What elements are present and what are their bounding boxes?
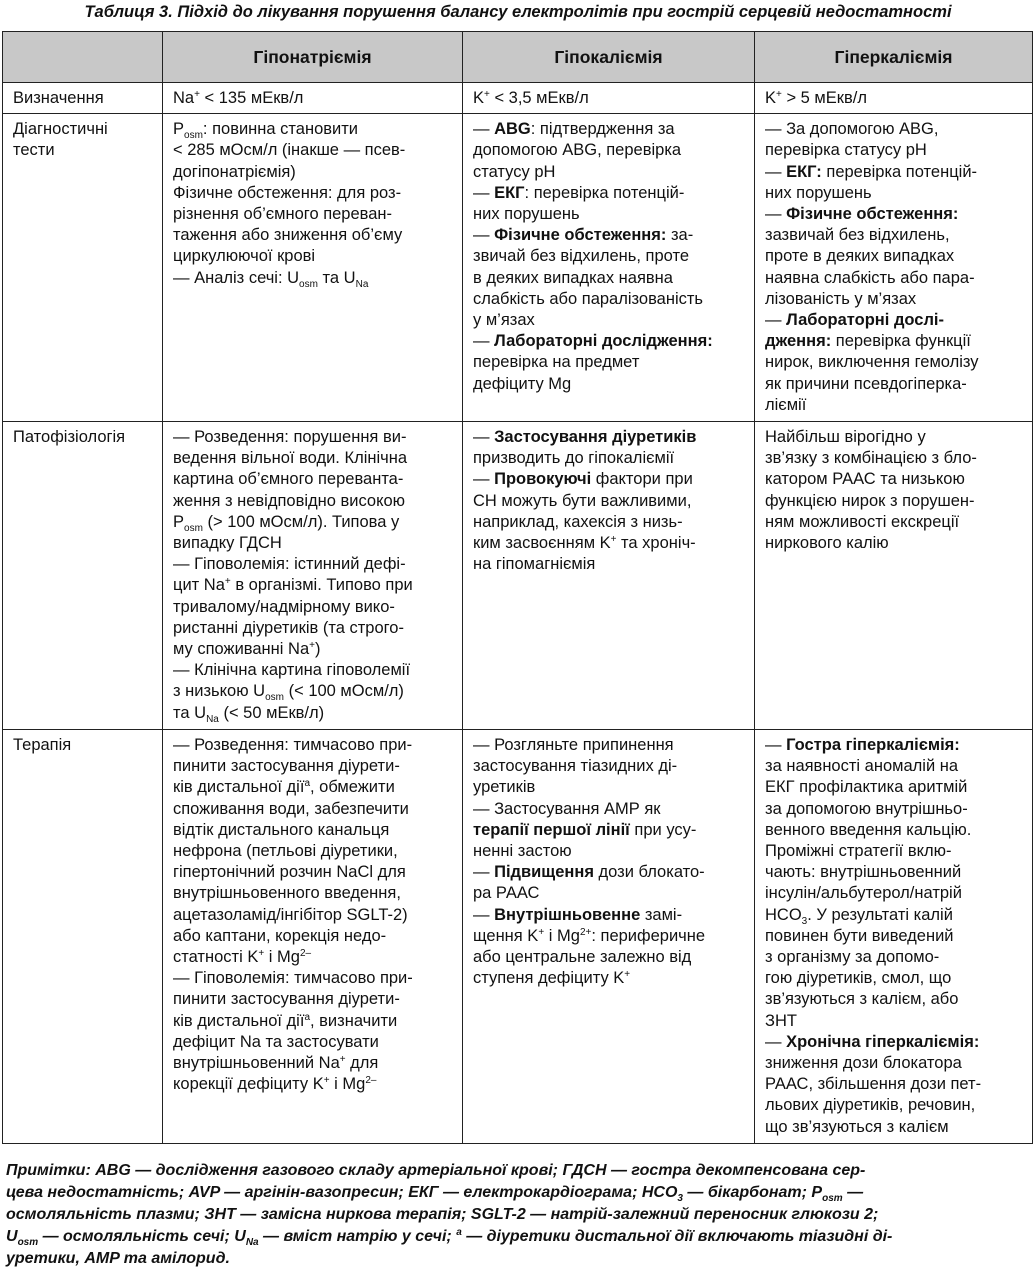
table-row-diagnostics bbox=[3, 114, 1033, 422]
header-hyponatremia: Гіпонатріємія bbox=[163, 32, 463, 83]
cell-therapy-hyperkalemia: — Гостра гіперкаліємія: за наявності аномалій на ЕКГ профілактика аритмій за допомогою внутрішньо- венного введення кальцію. Проміжні стратегії вклю- чають: внутрішньовенний інсулін/альбутерол/натрій $HCO_3$. У результаті калій повинен бути виведений з організму за допомо- гою діуретиків, смол, що зв’язуються з калієм, або ЗНТ — Хронічна гіперкаліємія: зниження дози блокатора РААС, збільшення дози пет- льових діуретиків, речовин, що зв’язуються з калієм bbox=[755, 729, 1033, 1143]
table-row-definition bbox=[3, 83, 1033, 114]
electrolyte-table bbox=[2, 31, 1033, 1144]
cell-diagnostics-hypokalemia: — ABG: підтвердження за допомогою ABG, перевірка статусу pH — ЕКГ: перевірка потенцій- них порушень — Фізичне обстеження: за- звичай без відхилень, проте в деяких випадках наявна слабкість або паралізованість у м’язах — Лабораторні дослідження: перевірка на предмет дефіциту Mg bbox=[463, 114, 755, 422]
cell-pathophysiology-hyperkalemia: Найбільш вірогідно у зв’язку з комбінацією з бло- катором РААС та низькою функцією нирок з порушен- ням можливості екскреції ниркового калію bbox=[755, 422, 1033, 730]
cell-definition-hypokalemia: K+ < 3,5 мЕкв/л bbox=[463, 83, 755, 114]
cell-pathophysiology-hyponatremia: — Розведення: порушення ви- ведення вільної води. Клінічна картина об’ємного переванта- ження з невідповідно високою $P_{osm}$ (> 100 мОсм/л). Типова у випадку ГДСН — Гіповолемія: істинний дефі- цит Na+ в організмі. Типово при тривалому/надмірному вико- ристанні діуретиків (та строго- му споживанні Na+) — Клінічна картина гіповолемії з низькою $U_{osm}$ (< 100 мОсм/л) та $U_{Na}$ (< 50 мЕкв/л) bbox=[163, 422, 463, 730]
table-caption: Таблиця 3. Підхід до лікування порушення балансу електролітів при гострій серцевій недостатності bbox=[84, 3, 952, 21]
cell-diagnostics-hyponatremia: $P_{osm}$: повинна становити < 285 мОсм/л (інакше — псев- догіпонатріємія) Фізичне обстеження: для роз- різнення об’ємного переван- таження або зниження об’єму циркулюючої крові — Аналіз сечі: $U_{osm}$ та $U_{Na}$ bbox=[163, 114, 463, 422]
cell-definition-hyperkalemia: K+ > 5 мЕкв/л bbox=[755, 83, 1033, 114]
table-header-row bbox=[3, 32, 1033, 83]
row-label-definition: Визначення bbox=[3, 83, 163, 114]
cell-diagnostics-hyperkalemia: — За допомогою ABG, перевірка статусу pH — ЕКГ: перевірка потенцій- них порушень — Фізичне обстеження: зазвичай без відхилень, проте в деяких випадках наявна слабкість або пара- лізованість у м’язах — Лабораторні дослі- дження: перевірка функції нирок, виключення гемолізу як причини псевдогіперка- ліємії bbox=[755, 114, 1033, 422]
cell-definition-hyponatremia: Na+ < 135 мЕкв/л bbox=[163, 83, 463, 114]
table-row-pathophysiology bbox=[3, 422, 1033, 730]
header-hypokalemia: Гіпокаліємія bbox=[463, 32, 755, 83]
header-empty bbox=[3, 32, 163, 83]
cell-pathophysiology-hypokalemia: — Застосування діуретиків призводить до гіпокаліємії — Провокуючі фактори при СН можуть бути важливими, наприклад, кахексія з низь- ким засвоєнням K+ та хроніч- на гіпомагніємія bbox=[463, 422, 755, 730]
row-label-therapy: Терапія bbox=[3, 729, 163, 1143]
cell-therapy-hypokalemia: — Розгляньте припинення застосування тіазидних ді- уретиків — Застосування АМР як терапії першої лінії при усу- ненні застою — Підвищення дози блокато- ра РААС — Внутрішньовенне замі- щення K+ і $Mg^{2+}$: периферичне або центральне залежно від ступеня дефіциту K+ bbox=[463, 729, 755, 1143]
header-hyperkalemia: Гіперкаліємія bbox=[755, 32, 1033, 83]
cell-therapy-hyponatremia: — Розведення: тимчасово при- пинити застосування діурети- ків дистальної дії$^a$, обмежити споживання води, забезпечити відтік дистального канальця нефрона (петльові діуретики, гіпертонічний розчин NaCl для внутрішньовенного введення, ацетазоламід/інгібітор SGLT-2) або каптани, корекція недо- статності K+ і $Mg^{2-}$ — Гіповолемія: тимчасово при- пинити застосування діурети- ків дистальної дії$^a$, визначити дефіцит Na та застосувати внутрішньовенний Na+ для корекції дефіциту K+ і $Mg^{2-}$ bbox=[163, 729, 463, 1143]
row-label-pathophysiology: Патофізіологія bbox=[3, 422, 163, 730]
row-label-diagnostics: Діагностичні тести bbox=[3, 114, 163, 422]
table-notes: Примітки: ABG — дослідження газового складу артеріальної крові; ГДСН — гостра декомпенсована сер- цева недостатність; AVP — аргінін-вазопресин; ЕКГ — електрокардіограма; $НСО_3$ — бікарбонат; $P_{osm}$ — осмоляльність плазми; ЗНТ — замісна ниркова терапія; SGLT-2 — натрій-залежний переносник глюкози 2; $U_{osm}$ — осмоляльність сечі; $U_{Na}$ — вміст натрію у сечі; $^a$ — діуретики дистальної дії включають тіазидні ді- уретики, AMP та амілорид. bbox=[6, 1162, 893, 1267]
table-row-therapy bbox=[3, 729, 1033, 1143]
